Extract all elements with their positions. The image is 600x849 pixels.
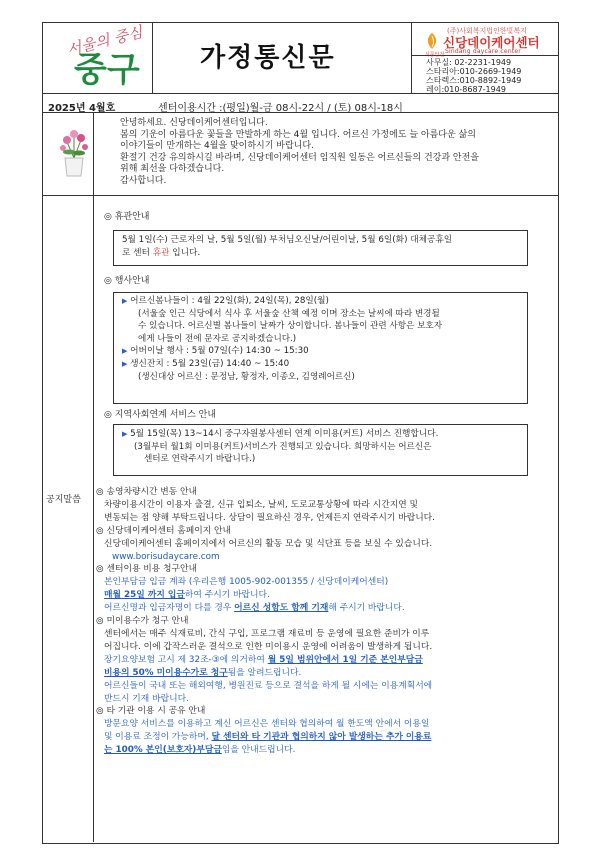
notices-section [96,486,556,757]
contact-staria: 스타리아:010-2669-1949 [426,67,522,76]
intro-line: 봄의 기운이 아름다운 꽃들을 만발하게 하는 4월 입니다. 어르신 가정에도 늘 아름다운 삶의 [120,129,476,140]
shuttle-heading: ◎ 송영차량시간 변동 안내 [96,487,198,497]
intro-line: 환절기 건강 유의하시길 바라며, 신당데이케어센터 임직원 일동은 어르신들의 건강과 안전을 [120,152,479,163]
community-heading: ◎ 지역사회연계 서비스 안내 [104,410,217,420]
unpaid-line: 비용의 50% 미이용수가로 청구됨을 알려드립니다. [104,667,302,678]
triangle-bullet-icon: ▶ [122,347,128,356]
community-box [113,424,528,476]
fee-name: 어르신명과 입금자명이 다를 경우 어르신 성함도 함께 기재해 주시기 바랍니다. [104,603,405,614]
community-item: ▶ 5월 15일(목) 13~14시 중구자원봉사센터 연계 이미용(커트) 서비스 진행합니다. [122,429,439,439]
events-heading: ◎ 행사안내 [104,276,150,286]
homepage-link[interactable]: www.borisudaycare.com [112,551,220,562]
intro-divider [42,195,559,196]
holiday-box [113,230,528,266]
fee-account: 본인부담금 입금 계좌 (우리은행 1005-902-001355 / 신당데이케어센터) [104,577,389,588]
contact-starex: 스타렉스:010-8892-1949 [426,76,522,85]
other-line: 방문요양 서비스를 이용하고 계신 어르신은 센터와 협의하여 월 한도액 안에서 이용일 [104,719,430,730]
triangle-bullet-icon: ▶ [122,430,128,438]
holiday-heading: ◎ 휴관안내 [104,212,150,222]
unpaid-line: 어집니다. 이에 갑작스러운 결석으로 인한 미이용시 운영에 어려움이 발생하게 됩니다. [104,641,433,652]
events-box [113,292,528,404]
community-note: 센터로 연락주시기 바랍니다.) [144,454,256,465]
triangle-bullet-icon: ▶ [122,297,128,305]
event-note: (생신대상 어르신 : 문정남, 황정자, 이종오, 김영례어르신) [138,372,355,383]
brand-logo-note: 식품안전 [425,52,445,58]
brand-leaf-icon [424,32,440,50]
logo-script: 서울의 중심 [65,22,145,60]
intro-line: 이야기들이 만개하는 4월을 맞이하시기 바랍니다. [120,141,314,152]
other-line: 는 100% 본인(보호자)부담금임을 안내드립니다. [104,745,296,756]
holiday-closed-word: 휴관 [152,248,170,258]
fee-heading: ◎ 센터이용 비용 청구안내 [96,564,198,575]
other-heading: ◎ 타 기관 이용 시 공유 안내 [96,706,206,717]
intro-line: 감사합니다. [120,175,167,186]
side-label: 공지말씀 [46,495,81,505]
shuttle-line: 차량이용시간이 이용자 출결, 신규 입퇴소, 날씨, 도로교통상황에 따라 시간지연 및 [104,499,418,510]
event-note: (서울숲 인근 식당에서 식사 후 서울숲 산책 예정 이며 장소는 날씨에 따라 변경될 [138,309,440,319]
homepage-line: 신당데이케어센터 홈페이지에서 어르신의 활동 모습 및 식단표 등을 보실 수 있습니다. [104,538,433,549]
contact-ray: 레이:010-8687-1949 [426,85,506,94]
page-title: 가정통신문 [200,43,336,73]
brand-subtitle: (주)사회복지법인한빛복지 [447,27,527,35]
event-item: ▶ 어르신봄나들이 : 4월 22일(화), 24일(목), 28일(월) [122,296,329,306]
homepage-heading: ◎ 신당데이케어센터 홈페이지 안내 [96,525,232,536]
event-note: 수 있습니다. 어르신별 봄나들이 날짜가 상이합니다. 봄나들이 관련 사항은 보호자 [138,321,443,332]
intro-line: 위해 최선을 다하겠습니다. [120,164,225,175]
issue-date: 2025년 4월호 [48,103,116,114]
unpaid-line: 어르신들이 국내 또는 해외여행, 병원진료 등으로 결석을 하게 될 시에는 이용계획서에 [104,680,433,691]
contact-office: 사무실: 02-2231-1949 [426,58,512,67]
holiday-line: 5월 1일(수) 근로자의 날, 5월 5일(월) 부처님오신날/어린이날, 5월 6일(화) 대체공휴일 [122,235,453,245]
header-vline-1 [152,22,153,93]
side-column-line [93,112,94,842]
other-line: 및 이용료 조정이 가능하며, 달 센터와 타 기관과 협의하지 않아 발생하는 추가 이용료 [104,732,432,743]
event-note: 에게 나들이 전에 문자로 공지하겠습니다.) [138,333,297,344]
holiday-line: 로 센터 휴관 입니다. [122,248,201,258]
flower-pot-icon [57,124,91,182]
unpaid-line: 장기요양보험 고시 제 32조-③에 의거하여 월 5일 범위안에서 1일 기준 본인부담금 [104,654,423,665]
unpaid-line: 반드시 기재 바랍니다. [104,693,189,704]
intro-line: 안녕하세요. 신당데이케어센터입니다. [120,118,268,128]
event-item: ▶ 어버이날 행사 : 5월 07일(수) 14:30 ~ 15:30 [122,346,309,357]
header-vline-2 [411,22,412,93]
triangle-bullet-icon: ▶ [122,360,128,369]
brand-name: 신당데이케어센터 [443,35,540,50]
operating-hours: 센터이용시간 :(평일)월-금 08시-22시 / (토) 08시-18시 [158,103,403,114]
logo-main: 중구 [74,50,140,90]
fee-due: 매월 25일 까지 입금하여 주시기 바랍니다. [104,590,270,601]
intro-text [120,118,560,188]
community-note: (3월부터 월1회 이미용(커트)서비스가 진행되고 있습니다. 희망하시는 어르신은 [134,442,432,452]
unpaid-line: 센터에서는 매주 식재료비, 간식 구입, 프로그램 재료비 등 운영에 필요한 준비가 이루 [104,628,430,639]
unpaid-heading: ◎ 미이용수가 청구 안내 [96,616,189,627]
event-item: ▶ 생신잔치 : 5월 23일(금) 14:40 ~ 15:40 [122,359,290,370]
brand-english: Sindang daycare center [445,48,521,55]
shuttle-line: 변동되는 점 양해 부탁드립니다. 상담이 필요하신 경우, 언제든지 연락주시기 바랍니다. [104,512,435,523]
